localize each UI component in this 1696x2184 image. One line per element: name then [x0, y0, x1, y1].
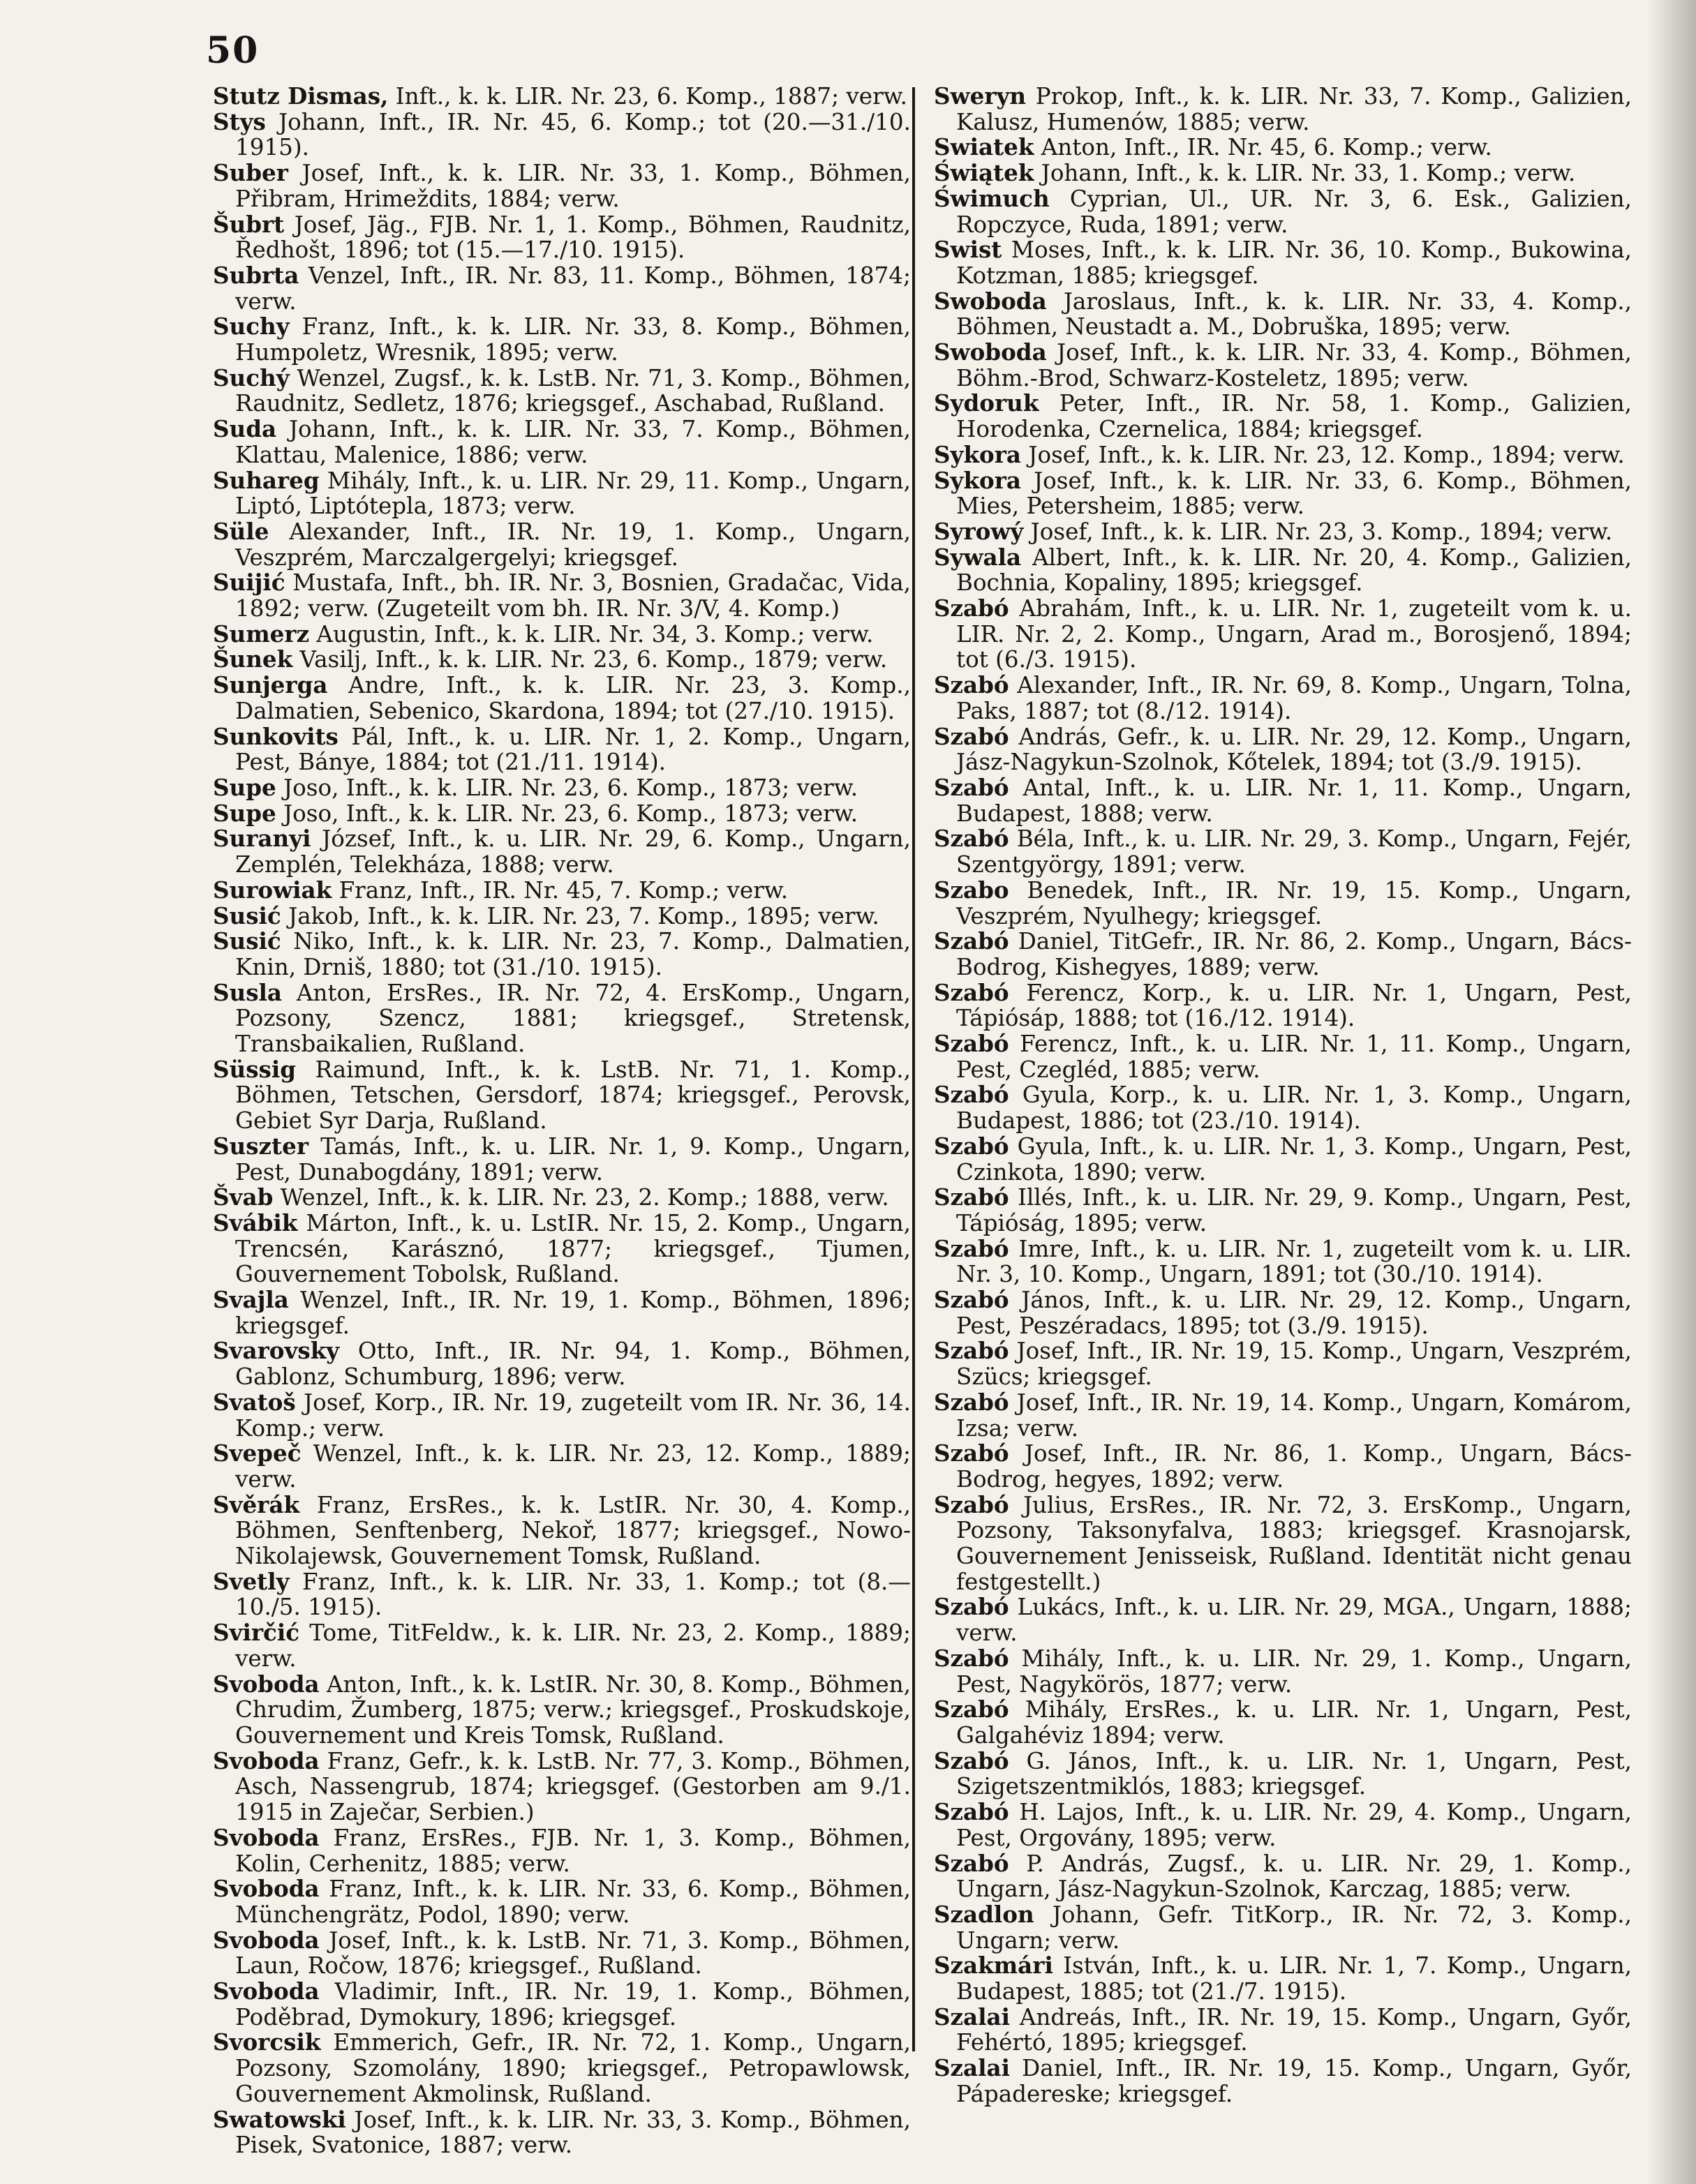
entry-surname: Svoboda: [213, 1670, 320, 1698]
list-entry: [213, 212, 911, 263]
entry-details: Josef, Inft., IR. Nr. 19, 15. Komp., Ungarn, Veszprém, Szücs; kriegsgef.: [956, 1338, 1632, 1391]
entry-surname: Svoboda: [213, 1977, 320, 2005]
entry-surname: Szabó: [934, 1696, 1009, 1723]
list-entry: [213, 724, 911, 775]
list-entry: [213, 468, 911, 519]
entry-surname: Szabó: [934, 1593, 1009, 1621]
entry-surname: Süssig: [213, 1055, 297, 1083]
entry-surname: Szabó: [934, 1849, 1009, 1877]
list-entry: [934, 289, 1632, 340]
list-entry: [213, 826, 911, 877]
list-entry: [934, 1287, 1632, 1338]
column-divider: [912, 87, 915, 2051]
entry-details: Johann, Inft., IR. Nr. 45, 6. Komp.; tot (20.—31./10. 1915).: [235, 108, 911, 161]
list-entry: [213, 1876, 911, 1927]
list-entry: [213, 1287, 911, 1338]
entry-surname: Szabó: [934, 671, 1009, 699]
entry-details: János, Inft., k. u. LIR. Nr. 29, 12. Komp., Ungarn, Pest, Peszéradacs, 1895; tot (3./9. 1915).: [956, 1287, 1632, 1339]
entry-surname: Sykora: [934, 466, 1022, 494]
list-entry: [213, 1825, 911, 1876]
list-entry: [934, 237, 1632, 288]
entry-surname: Szabó: [934, 1798, 1009, 1826]
list-entry: [213, 775, 911, 801]
entry-surname: Suszter: [213, 1132, 308, 1160]
entry-details: Mihály, ErsRes., k. u. LIR. Nr. 1, Ungarn, Pest, Galgahéviz 1894; verw.: [956, 1696, 1632, 1749]
list-entry: [213, 2107, 911, 2158]
entry-details: Cyprian, Ul., UR. Nr. 3, 6. Esk., Galizien, Ropczyce, Ruda, 1891; verw.: [956, 185, 1632, 238]
list-entry: [934, 442, 1632, 468]
list-entry: [213, 1979, 911, 2030]
entry-surname: Svoboda: [213, 1926, 320, 1954]
entry-details: Johann, Gefr. TitKorp., IR. Nr. 72, 3. Komp., Ungarn; verw.: [956, 1901, 1632, 1954]
entry-details: Augustin, Inft., k. k. LIR. Nr. 34, 3. Komp.; verw.: [309, 620, 874, 648]
list-entry: [934, 545, 1632, 596]
entry-surname: Szalai: [934, 2054, 1010, 2082]
list-entry: [934, 1390, 1632, 1441]
entry-surname: Stutz Dismas,: [213, 82, 389, 110]
entry-surname: Swist: [934, 236, 1002, 264]
entry-surname: Szabó: [934, 1388, 1009, 1416]
right-column: [934, 84, 1632, 2107]
entry-surname: Szabó: [934, 1439, 1009, 1467]
list-entry: [934, 1031, 1632, 1082]
entry-surname: Stys: [213, 107, 266, 135]
list-entry: [213, 878, 911, 904]
entry-details: Alexander, Inft., IR. Nr. 19, 1. Komp., Ungarn, Veszprém, Marczalgergelyi; kriegsgef.: [235, 518, 911, 571]
list-entry: [213, 570, 911, 621]
entry-details: Inft., k. k. LIR. Nr. 23, 6. Komp., 1887; verw.: [388, 83, 908, 110]
entry-details: Vladimir, Inft., IR. Nr. 19, 1. Komp., Böhmen, Poděbrad, Dymokury, 1896; kriegsgef.: [235, 1978, 911, 2030]
entry-surname: Suchy: [213, 313, 290, 341]
entry-details: Benedek, Inft., IR. Nr. 19, 15. Komp., Ungarn, Veszprém, Nyulhegy; kriegsgef.: [956, 876, 1632, 929]
list-entry: [213, 1185, 911, 1211]
list-entry: [934, 1851, 1632, 1902]
entry-surname: Suber: [213, 159, 288, 187]
entry-details: Tome, TitFeldw., k. k. LIR. Nr. 23, 2. Komp., 1889; verw.: [235, 1620, 911, 1672]
list-entry: [934, 1134, 1632, 1185]
entry-surname: Szabó: [934, 1644, 1009, 1672]
entry-surname: Szabó: [934, 1234, 1009, 1262]
entry-details: Daniel, Inft., IR. Nr. 19, 15. Komp., Ungarn, Győr, Pápadereske; kriegsgef.: [956, 2055, 1632, 2107]
entry-surname: Sumerz: [213, 620, 310, 648]
list-entry: [213, 1749, 911, 1825]
list-entry: [934, 1338, 1632, 1389]
entry-surname: Susla: [213, 978, 283, 1006]
list-entry: [934, 673, 1632, 724]
entry-surname: Świmuch: [934, 184, 1050, 212]
list-entry: [934, 1594, 1632, 1645]
list-entry: [934, 1236, 1632, 1287]
list-entry: [934, 519, 1632, 545]
entry-details: Peter, Inft., IR. Nr. 58, 1. Komp., Galizien, Horodenka, Czernelica, 1884; kriegsgef.: [956, 390, 1632, 443]
list-entry: [934, 1697, 1632, 1748]
entry-details: Julius, ErsRes., IR. Nr. 72, 3. ErsKomp., Ungarn, Pozsony, Taksonyfalva, 1883; kriegsgef. Krasnojarsk, Gouvernement Jenisseisk, Rußland. Identität nicht genau festgestellt.): [956, 1491, 1632, 1595]
list-entry: [934, 826, 1632, 877]
entry-surname: Svepeč: [213, 1439, 302, 1467]
list-entry: [213, 904, 911, 929]
entry-details: Lukács, Inft., k. u. LIR. Nr. 29, MGA., Ungarn, 1888; verw.: [956, 1594, 1632, 1647]
entry-surname: Svajla: [213, 1286, 289, 1314]
list-entry: [213, 1441, 911, 1492]
entry-details: Josef, Inft., k. k. LIR. Nr. 33, 3. Komp., Böhmen, Pisek, Svatonice, 1887; verw.: [235, 2106, 911, 2159]
entry-details: Josef, Inft., k. k. LIR. Nr. 33, 6. Komp., Böhmen, Mies, Petersheim, 1885; verw.: [956, 467, 1632, 520]
entry-surname: Svetly: [213, 1567, 290, 1595]
entry-surname: Susić: [213, 927, 281, 955]
entry-details: Josef, Inft., k. k. LIR. Nr. 23, 12. Komp., 1894; verw.: [1021, 441, 1625, 468]
entry-surname: Szabó: [934, 1030, 1009, 1058]
entry-surname: Suda: [213, 415, 277, 443]
entry-details: Daniel, TitGefr., IR. Nr. 86, 2. Komp., Ungarn, Bács-Bodrog, Kishegyes, 1889; verw.: [956, 928, 1632, 980]
list-entry: [934, 84, 1632, 135]
entry-details: Josef, Jäg., FJB. Nr. 1, 1. Komp., Böhmen, Raudnitz, Ředhošt, 1896; tot (15.—17./10. 1915).: [235, 211, 911, 264]
entry-surname: Szabó: [934, 1183, 1009, 1211]
list-entry: [934, 1749, 1632, 1800]
entry-surname: Šunek: [213, 645, 293, 673]
entry-details: Ferencz, Korp., k. u. LIR. Nr. 1, Ungarn, Pest, Tápiósáp, 1888; tot (16./12. 1914).: [956, 979, 1632, 1032]
entry-details: Wenzel, Inft., k. k. LIR. Nr. 23, 12. Komp., 1889; verw.: [235, 1440, 911, 1493]
list-entry: [934, 2056, 1632, 2107]
entry-surname: Supe: [213, 773, 276, 801]
entry-surname: Swatowski: [213, 2105, 346, 2133]
entry-details: Jakob, Inft., k. k. LIR. Nr. 23, 7. Komp., 1895; verw.: [281, 902, 879, 929]
entry-details: István, Inft., k. u. LIR. Nr. 1, 7. Komp., Ungarn, Budapest, 1885; tot (21./7. 1915).: [956, 1952, 1632, 2005]
entry-surname: Szabó: [934, 927, 1009, 955]
entry-details: Wenzel, Zugsf., k. k. LstB. Nr. 71, 3. Komp., Böhmen, Raudnitz, Sedletz, 1876; kriegsgef., Aschabad, Rußland.: [235, 364, 911, 417]
entry-details: Raimund, Inft., k. k. LstB. Nr. 71, 1. Komp., Böhmen, Tetschen, Gersdorf, 1874; kriegsgef., Perovsk, Gebiet Syr Darja, Rußland.: [235, 1056, 911, 1135]
entry-details: Franz, Gefr., k. k. LstB. Nr. 77, 3. Komp., Böhmen, Asch, Nassengrub, 1874; kriegsgef. (Gestorben am 9./1. 1915 in Zaječar, Serbien.): [235, 1747, 911, 1826]
entry-details: Gyula, Inft., k. u. LIR. Nr. 1, 3. Komp., Ungarn, Pest, Czinkota, 1890; verw.: [956, 1132, 1632, 1186]
entry-surname: Sykora: [934, 440, 1022, 468]
entry-details: Anton, Inft., IR. Nr. 45, 6. Komp.; verw.: [1034, 134, 1492, 161]
list-entry: [213, 1490, 911, 1570]
list-entry: [934, 980, 1632, 1031]
entry-details: Tamás, Inft., k. u. LIR. Nr. 1, 9. Komp., Ungarn, Pest, Dunabogdány, 1891; verw.: [235, 1132, 911, 1186]
entry-details: József, Inft., k. u. LIR. Nr. 29, 6. Komp., Ungarn, Zemplén, Telekháza, 1888; verw.: [235, 825, 911, 878]
entry-surname: Świątek: [934, 159, 1034, 187]
list-entry: [213, 1569, 911, 1620]
entry-surname: Szabó: [934, 722, 1009, 750]
entry-details: Josef, Inft., IR. Nr. 86, 1. Komp., Ungarn, Bács-Bodrog, hegyes, 1892; verw.: [956, 1440, 1632, 1493]
list-entry: [213, 519, 911, 570]
entry-details: Josef, Inft., IR. Nr. 19, 14. Komp., Ungarn, Komárom, Izsa; verw.: [956, 1389, 1632, 1442]
list-entry: [934, 775, 1632, 826]
list-entry: [213, 417, 911, 468]
list-entry: [213, 647, 911, 673]
list-entry: [213, 1390, 911, 1441]
entry-details: Márton, Inft., k. u. LstIR. Nr. 15, 2. Komp., Ungarn, Trencsén, Karásznó, 1877; kriegsgef., Tjumen, Gouvernement Tobolsk, Rußland.: [235, 1209, 911, 1288]
left-column: [213, 84, 911, 2158]
list-entry: [213, 929, 911, 980]
entry-details: Niko, Inft., k. k. LIR. Nr. 23, 7. Komp., Dalmatien, Knin, Drniš, 1880; tot (31./10. 1915).: [235, 928, 911, 980]
entry-details: Josef, Korp., IR. Nr. 19, zugeteilt vom IR. Nr. 36, 14. Komp.; verw.: [235, 1389, 911, 1442]
entry-details: András, Gefr., k. u. LIR. Nr. 29, 12. Komp., Ungarn, Jász-Nagykun-Szolnok, Kőtelek, 1894; tot (3./9. 1915).: [956, 723, 1632, 776]
entry-surname: Svorcsik: [213, 2028, 321, 2056]
entry-details: H. Lajos, Inft., k. u. LIR. Nr. 29, 4. Komp., Ungarn, Pest, Orgovány, 1895; verw.: [956, 1799, 1632, 1851]
entry-details: Mihály, Inft., k. u. LIR. Nr. 29, 1. Komp., Ungarn, Pest, Nagykörös, 1877; verw.: [956, 1645, 1632, 1698]
list-entry: [934, 1953, 1632, 2004]
entry-details: Jaroslaus, Inft., k. k. LIR. Nr. 33, 4. Komp., Böhmen, Neustadt a. M., Dobruška, 1895; verw.: [956, 287, 1632, 341]
page-edge-shadow: [1647, 0, 1696, 2184]
entry-details: P. András, Zugsf., k. u. LIR. Nr. 29, 1. Komp., Ungarn, Jász-Nagykun-Szolnok, Karczag, 1885; verw.: [956, 1850, 1632, 1903]
entry-details: Johann, Inft., k. k. LIR. Nr. 33, 7. Komp., Böhmen, Klattau, Malenice, 1886; verw.: [235, 416, 911, 468]
list-entry: [213, 673, 911, 724]
entry-surname: Švab: [213, 1183, 274, 1211]
entry-surname: Svatoš: [213, 1388, 296, 1416]
list-entry: [213, 1211, 911, 1287]
entry-surname: Suijić: [213, 569, 285, 597]
entry-surname: Svirčić: [213, 1619, 300, 1647]
list-entry: [213, 2030, 911, 2107]
entry-details: Franz, ErsRes., FJB. Nr. 1, 3. Komp., Böhmen, Kolin, Cerhenitz, 1885; verw.: [235, 1824, 911, 1877]
entry-details: Johann, Inft., k. k. LIR. Nr. 33, 1. Komp.; verw.: [1034, 160, 1576, 187]
entry-details: Mustafa, Inft., bh. IR. Nr. 3, Bosnien, Gradačac, Vida, 1892; verw. (Zugeteilt vom bh. IR. Nr. 3/V, 4. Komp.): [235, 569, 911, 622]
list-entry: [934, 1800, 1632, 1850]
list-entry: [934, 724, 1632, 775]
entry-details: Gyula, Korp., k. u. LIR. Nr. 1, 3. Komp., Ungarn, Budapest, 1886; tot (23./10. 1914).: [956, 1082, 1632, 1135]
entry-surname: Szakmári: [934, 1952, 1053, 1980]
entry-details: Béla, Inft., k. u. LIR. Nr. 29, 3. Komp., Ungarn, Fejér, Szentgyörgy, 1891; verw.: [956, 825, 1632, 878]
entry-details: Franz, Inft., IR. Nr. 45, 7. Komp.; verw.: [332, 876, 789, 904]
list-entry: [934, 1646, 1632, 1697]
list-entry: [213, 314, 911, 365]
entry-surname: Svoboda: [213, 1823, 320, 1851]
entry-details: Illés, Inft., k. u. LIR. Nr. 29, 9. Komp., Ungarn, Pest, Tápióság, 1895; verw.: [956, 1184, 1632, 1236]
list-entry: [934, 2005, 1632, 2056]
entry-surname: Swiatek: [934, 133, 1034, 161]
entry-details: Prokop, Inft., k. k. LIR. Nr. 33, 7. Komp., Galizien, Kalusz, Humenów, 1885; verw.: [956, 83, 1632, 135]
entry-details: Moses, Inft., k. k. LIR. Nr. 36, 10. Komp., Bukowina, Kotzman, 1885; kriegsgef.: [956, 237, 1632, 289]
entry-surname: Szabó: [934, 1132, 1009, 1160]
entry-details: Albert, Inft., k. k. LIR. Nr. 20, 4. Komp., Galizien, Bochnia, Kopaliny, 1895; kriegsgef.: [956, 544, 1632, 597]
entry-surname: Szabó: [934, 1081, 1009, 1109]
entry-details: Franz, ErsRes., k. k. LstIR. Nr. 30, 4. Komp., Böhmen, Senftenberg, Nekoř, 1877; kriegsgef., Nowo-Nikolajewsk, Gouvernement Tomsk, Rußland.: [235, 1491, 911, 1570]
entry-surname: Susić: [213, 902, 281, 929]
entry-details: Anton, Inft., k. k. LstIR. Nr. 30, 8. Komp., Böhmen, Chrudim, Žumberg, 1875; verw.; kriegsgef., Proskudskoje, Gouvernement und Kreis Tomsk, Rußland.: [235, 1670, 911, 1749]
entry-surname: Sywala: [934, 543, 1022, 571]
entry-surname: Sunkovits: [213, 722, 339, 750]
entry-surname: Suchý: [213, 364, 290, 391]
entry-details: Josef, Inft., k. k. LIR. Nr. 23, 3. Komp., 1894; verw.: [1023, 518, 1613, 545]
entry-details: Emmerich, Gefr., IR. Nr. 72, 1. Komp., Ungarn, Pozsony, Szomolány, 1890; kriegsgef., Petropawlowsk, Gouvernement Akmolinsk, Rußland.: [235, 2029, 911, 2107]
entry-details: Franz, Inft., k. k. LIR. Nr. 33, 1. Komp.; tot (8.—10./5. 1915).: [235, 1568, 911, 1621]
entry-details: Josef, Inft., k. k. LIR. Nr. 33, 1. Komp., Böhmen, Přibram, Hrimeždits, 1884; verw.: [235, 160, 911, 212]
entry-details: Andreás, Inft., IR. Nr. 19, 15. Komp., Ungarn, Győr, Fehértó, 1895; kriegsgef.: [956, 2003, 1632, 2056]
entry-surname: Syrowý: [934, 517, 1024, 545]
entry-details: Wenzel, Inft., k. k. LIR. Nr. 23, 2. Komp.; 1888, verw.: [273, 1184, 889, 1211]
entry-details: Joso, Inft., k. k. LIR. Nr. 23, 6. Komp., 1873; verw.: [276, 800, 858, 827]
entry-details: G. János, Inft., k. u. LIR. Nr. 1, Ungarn, Pest, Szigetszentmiklós, 1883; kriegsgef.: [956, 1747, 1632, 1800]
list-entry: [934, 1490, 1632, 1595]
entry-details: Imre, Inft., k. u. LIR. Nr. 1, zugeteilt vom k. u. LIR. Nr. 3, 10. Komp., Ungarn, 1891; tot (30./10. 1914).: [956, 1235, 1632, 1288]
list-entry: [934, 596, 1632, 673]
list-entry: [934, 878, 1632, 929]
entry-surname: Szabó: [934, 978, 1009, 1006]
entry-details: Alexander, Inft., IR. Nr. 69, 8. Komp., Ungarn, Tolna, Paks, 1887; tot (8./12. 1914).: [956, 672, 1632, 724]
entry-surname: Svoboda: [213, 1875, 320, 1903]
entry-details: Joso, Inft., k. k. LIR. Nr. 23, 6. Komp., 1873; verw.: [276, 774, 858, 801]
list-entry: [213, 1057, 911, 1134]
list-entry: [213, 801, 911, 827]
entry-surname: Svoboda: [213, 1747, 320, 1774]
entry-surname: Szabó: [934, 1490, 1009, 1518]
list-entry: [934, 391, 1632, 442]
list-entry: [934, 1902, 1632, 1953]
entry-details: Mihály, Inft., k. u. LIR. Nr. 29, 11. Komp., Ungarn, Liptó, Liptótepla, 1873; verw.: [235, 467, 911, 520]
entry-details: Venzel, Inft., IR. Nr. 83, 11. Komp., Böhmen, 1874; verw.: [235, 262, 911, 315]
entry-surname: Swoboda: [934, 287, 1047, 315]
entry-surname: Szadlon: [934, 1900, 1034, 1928]
entry-surname: Süle: [213, 517, 269, 545]
list-entry: [934, 929, 1632, 980]
list-entry: [213, 366, 911, 417]
entry-details: Franz, Inft., k. k. LIR. Nr. 33, 8. Komp., Böhmen, Humpoletz, Wresnik, 1895; verw.: [235, 313, 911, 366]
list-entry: [934, 1185, 1632, 1236]
list-entry: [934, 1082, 1632, 1133]
entry-surname: Šubrt: [213, 210, 285, 238]
list-entry: [934, 1441, 1632, 1492]
list-entry: [934, 340, 1632, 391]
entry-details: Abrahám, Inft., k. u. LIR. Nr. 1, zugeteilt vom k. u. LIR. Nr. 2, 2. Komp., Ungarn, Arad m., Borosjenő, 1894; tot (6./3. 1915).: [956, 595, 1632, 673]
entry-surname: Szabo: [934, 876, 1009, 904]
list-entry: [213, 263, 911, 314]
entry-surname: Suranyi: [213, 825, 311, 853]
entry-details: Antal, Inft., k. u. LIR. Nr. 1, 11. Komp., Ungarn, Budapest, 1888; verw.: [956, 774, 1632, 827]
list-entry: [213, 1672, 911, 1749]
list-entry: [213, 84, 911, 110]
entry-details: Josef, Inft., k. k. LIR. Nr. 33, 4. Komp., Böhmen, Böhm.-Brod, Schwarz-Kosteletz, 1895; verw.: [956, 339, 1632, 391]
entry-details: Vasilj, Inft., k. k. LIR. Nr. 23, 6. Komp., 1879; verw.: [292, 646, 888, 673]
entry-surname: Subrta: [213, 261, 299, 289]
list-entry: [213, 980, 911, 1057]
list-entry: [213, 1620, 911, 1671]
entry-surname: Sydoruk: [934, 389, 1039, 417]
entry-details: Wenzel, Inft., IR. Nr. 19, 1. Komp., Böhmen, 1896; kriegsgef.: [235, 1287, 911, 1339]
entry-surname: Surowiak: [213, 876, 332, 904]
list-entry: [934, 186, 1632, 237]
entry-details: Otto, Inft., IR. Nr. 94, 1. Komp., Böhmen, Gablonz, Schumburg, 1896; verw.: [235, 1338, 911, 1391]
entry-surname: Svěrák: [213, 1490, 300, 1518]
entry-details: Ferencz, Inft., k. u. LIR. Nr. 1, 11. Komp., Ungarn, Pest, Czegléd, 1885; verw.: [956, 1031, 1632, 1083]
list-entry: [934, 468, 1632, 519]
list-entry: [213, 1928, 911, 1979]
list-entry: [213, 1134, 911, 1185]
entry-surname: Sweryn: [934, 82, 1027, 110]
entry-details: Pál, Inft., k. u. LIR. Nr. 1, 2. Komp., Ungarn, Pest, Bánye, 1884; tot (21./11. 1914).: [235, 723, 911, 776]
entry-details: Josef, Inft., k. k. LstB. Nr. 71, 3. Komp., Böhmen, Laun, Ročow, 1876; kriegsgef., Rußland.: [235, 1927, 911, 1980]
list-entry: [934, 160, 1632, 186]
page-number: 50: [206, 29, 260, 72]
entry-surname: Swoboda: [934, 338, 1047, 366]
list-entry: [213, 160, 911, 211]
entry-surname: Szabó: [934, 1286, 1009, 1314]
list-entry: [213, 622, 911, 648]
entry-details: Andre, Inft., k. k. LIR. Nr. 23, 3. Komp., Dalmatien, Sebenico, Skardona, 1894; tot (27./10. 1915).: [235, 672, 911, 724]
entry-details: Anton, ErsRes., IR. Nr. 72, 4. ErsKomp., Ungarn, Pozsony, Szencz, 1881; kriegsgef., Stretensk, Transbaikalien, Rußland.: [235, 979, 911, 1058]
entry-surname: Szalai: [934, 2003, 1010, 2030]
entry-surname: Supe: [213, 799, 276, 827]
entry-surname: Szabó: [934, 773, 1009, 801]
entry-surname: Szabó: [934, 594, 1009, 622]
entry-surname: Svarovsky: [213, 1337, 340, 1365]
entry-surname: Szabó: [934, 1337, 1009, 1365]
entry-surname: Szabó: [934, 1747, 1009, 1774]
entry-details: Franz, Inft., k. k. LIR. Nr. 33, 6. Komp., Böhmen, Münchengrätz, Podol, 1890; verw.: [235, 1876, 911, 1928]
list-entry: [213, 107, 911, 161]
entry-surname: Suhareg: [213, 466, 320, 494]
entry-surname: Szabó: [934, 825, 1009, 853]
list-entry: [213, 1338, 911, 1389]
list-entry: [934, 135, 1632, 160]
entry-surname: Svábik: [213, 1209, 298, 1236]
entry-surname: Sunjerga: [213, 671, 328, 699]
